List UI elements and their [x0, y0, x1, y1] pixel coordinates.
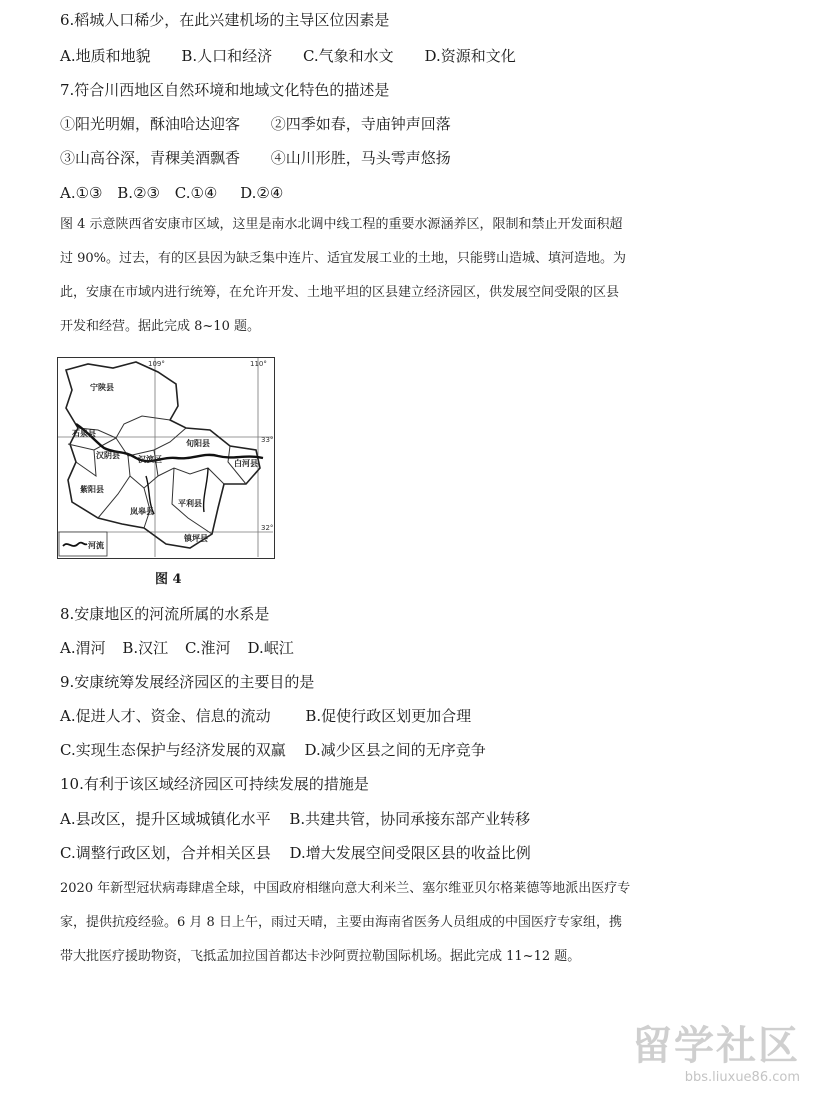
- q8-option-d: D.岷江: [247, 639, 294, 657]
- river-tributary: [204, 468, 208, 512]
- legend-label: 河流: [88, 541, 104, 550]
- q7-option-b: B.②③: [117, 184, 160, 202]
- county-label-pingli: 平利县: [178, 499, 202, 508]
- county-label-langao: 岚皋县: [130, 507, 154, 516]
- county-label-xunyang: 旬阳县: [186, 439, 210, 448]
- site-watermark: [600, 1022, 800, 1094]
- q7-item-3: ③山高谷深，青稞美酒飘香: [60, 149, 241, 167]
- q6-option-d: D.资源和文化: [424, 47, 516, 65]
- q8-stem: 8.安康地区的河流所属的水系是: [60, 605, 270, 623]
- q10-option-d: D.增大发展空间受限区县的收益比例: [289, 844, 531, 862]
- county-line: [68, 438, 116, 450]
- passage-ankang: [60, 208, 760, 344]
- q9-option-a: A.促进人才、资金、信息的流动: [60, 707, 271, 725]
- passage-covid-line: 带大批医疗援助物资，飞抵孟加拉国首都达卡沙阿贾拉勒国际机场。据此完成 11~12 题。: [60, 949, 581, 964]
- q10-stem: 10.有利于该区域经济园区可持续发展的措施是: [60, 775, 369, 793]
- county-label-hanbin: 汉滨区: [138, 455, 162, 464]
- passage-ankang-line: 此，安康在市域内进行统筹，在允许开发、土地平坦的区县建立经济园区，供发展空间受限的区县: [60, 285, 620, 300]
- q7-item-2: ②四季如春，寺庙钟声回落: [270, 115, 451, 133]
- lon-label-109: 109°: [148, 360, 165, 368]
- q9-options-row1: [60, 705, 497, 727]
- q8-options: [60, 637, 320, 659]
- county-label-baihe: 白河县: [234, 459, 258, 468]
- q10-option-c: C.调整行政区划，合并相关区县: [60, 844, 271, 862]
- q9-option-b: B.促使行政区划更加合理: [305, 707, 472, 725]
- passage-covid-line: 家，提供抗疫经验。6 月 8 日上午，雨过天晴，主要由海南省医务人员组成的中国医疗专家组，携: [60, 915, 622, 930]
- county-line: [158, 468, 224, 484]
- map-drawing: [58, 358, 273, 557]
- q7-items-row1: [60, 113, 477, 135]
- q10-option-b: B.共建共管，协同承接东部产业转移: [289, 810, 531, 828]
- q10-options-row2: [60, 842, 557, 864]
- q6-option-b: B.人口和经济: [181, 47, 273, 65]
- passage-ankang-line: 图 4 示意陕西省安康市区域，这里是南水北调中线工程的重要水源涵养区，限制和禁止开发面积超: [60, 217, 623, 232]
- lat-label-32: 32°: [261, 524, 273, 532]
- q8-option-b: B.汉江: [122, 639, 169, 657]
- q7-item-4: ④山川形胜，马头雩声悠扬: [270, 149, 451, 167]
- q7-item-1: ①阳光明媚，酥油哈达迎客: [60, 115, 241, 133]
- q9-options-row2: [60, 739, 512, 761]
- watermark-logo-text: 留学社区: [632, 1023, 800, 1069]
- figure-caption: 图 4: [155, 572, 182, 587]
- q7-option-a: A.①③: [60, 184, 103, 202]
- q7-option-d: D.②④: [240, 184, 284, 202]
- q9-option-d: D.减少区县之间的无序竞争: [304, 741, 486, 759]
- county-label-zhenping: 镇坪县: [184, 534, 208, 543]
- passage-covid: [60, 872, 760, 974]
- q10-options-row1: [60, 808, 556, 830]
- q7-option-c: C.①④: [174, 184, 218, 202]
- lon-label-110: 110°: [250, 360, 267, 368]
- county-line: [98, 438, 130, 518]
- q8-option-c: C.淮河: [184, 639, 231, 657]
- county-label-ziyang: 紫阳县: [80, 485, 104, 494]
- q9-stem: 9.安康统筹发展经济园区的主要目的是: [60, 673, 315, 691]
- county-label-ningshan: 宁陕县: [90, 383, 114, 392]
- county-label-shiquan: 石泉县: [72, 429, 96, 438]
- lat-label-33: 33°: [261, 436, 273, 444]
- q6-options: [60, 45, 542, 67]
- q9-option-c: C.实现生态保护与经济发展的双赢: [60, 741, 286, 759]
- q6-stem: 6.稻城人口稀少，在此兴建机场的主导区位因素是: [60, 11, 390, 29]
- passage-covid-line: 2020 年新型冠状病毒肆虐全球，中国政府相继向意大利米兰、塞尔维亚贝尔格莱德等地派出医疗专: [60, 881, 631, 896]
- q8-option-a: A.渭河: [60, 639, 106, 657]
- q6-option-c: C.气象和水文: [302, 47, 394, 65]
- county-line: [76, 450, 96, 476]
- q7-options: [60, 182, 309, 204]
- watermark-url: bbs.liuxue86.com: [684, 1070, 800, 1085]
- passage-ankang-line: 开发和经营。据此完成 8~10 题。: [60, 319, 260, 334]
- ankang-map: [57, 357, 275, 559]
- passage-ankang-line: 过 90%。过去，有的区县因为缺乏集中连片、适宜发展工业的土地，只能劈山造城、填河造地。为: [60, 251, 627, 266]
- q7-items-row2: [60, 147, 477, 169]
- county-line: [128, 428, 186, 456]
- q6-option-a: A.地质和地貌: [60, 47, 151, 65]
- county-label-hanyin: 汉阴县: [96, 451, 120, 460]
- q7-stem: 7.符合川西地区自然环境和地域文化特色的描述是: [60, 81, 390, 99]
- q10-option-a: A.县改区，提升区域城镇化水平: [60, 810, 271, 828]
